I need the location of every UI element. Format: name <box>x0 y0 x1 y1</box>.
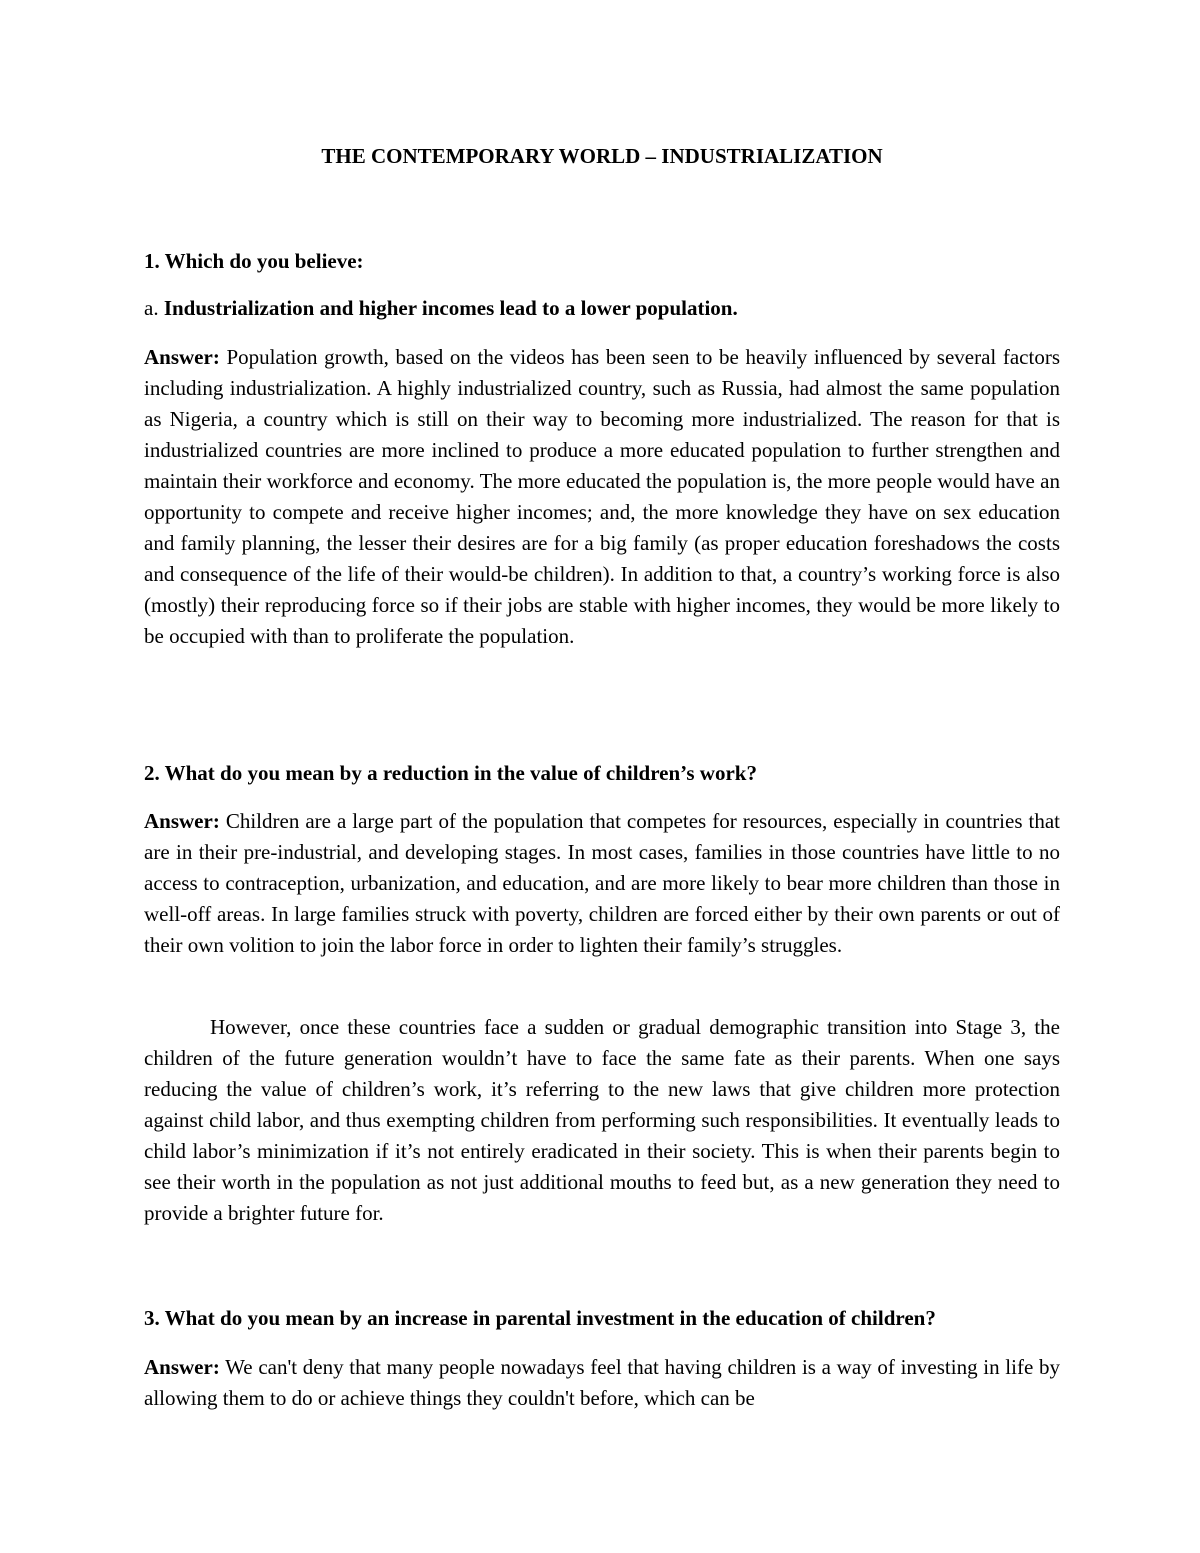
answer-label: Answer: <box>144 1355 220 1379</box>
question-1: 1. Which do you believe: <box>144 249 364 273</box>
answer-2-continued: However, once these countries face a sudden or gradual demographic transition into Stage 3, the children of the future generation wouldn’t have to face the same fate as their parents. When one says reducing the value of children’s work, it’s referring to the new laws that give children more protection against child labor, and thus exempting children from performing such responsibilities. It eventually leads to child labor’s minimization if it’s not entirely eradicated in their society. This is when their parents begin to see their worth in the population as not just additional mouths to feed but, as a new generation they need to provide a brighter future for. <box>144 1015 1060 1225</box>
answer-2-text: Children are a large part of the population that competes for resources, especially in countries that are in their pre-industrial, and developing stages. In most cases, families in those countries have little to no access to contraception, urbanization, and education, and are more likely to bear more children than those in well-off areas. In large families struck with poverty, children are forced either by their own parents or out of their own volition to join the labor force in order to lighten their family’s struggles. <box>144 809 1060 957</box>
answer-1 <box>144 342 1060 652</box>
answer-label: Answer: <box>144 809 220 833</box>
answer-2 <box>144 806 1060 961</box>
question-3: 3. What do you mean by an increase in parental investment in the education of children? <box>144 1306 936 1330</box>
option-letter: a. <box>144 296 159 320</box>
question-2: 2. What do you mean by a reduction in the value of children’s work? <box>144 761 757 785</box>
answer-label: Answer: <box>144 345 220 369</box>
question-1-option-a <box>144 293 1060 324</box>
answer-3 <box>144 1352 1060 1414</box>
answer-3-text: We can't deny that many people nowadays feel that having children is a way of investing in life by allowing them to do or achieve things they couldn't before, which can be <box>144 1355 1060 1410</box>
option-text: Industrialization and higher incomes lead to a lower population. <box>163 296 738 320</box>
answer-1-text: Population growth, based on the videos has been seen to be heavily influenced by several factors including industrialization. A highly industrialized country, such as Russia, had almost the same population as Nigeria, a country which is still on their way to becoming more industrialized. The reason for that is industrialized countries are more inclined to produce a more educated population to further strengthen and maintain their workforce and economy. The more educated the population is, the more people would have an opportunity to compete and receive higher incomes; and, the more knowledge they have on sex education and family planning, the lesser their desires are for a big family (as proper education foreshadows the costs and consequence of the life of their would-be children). In addition to that, a country’s working force is also (mostly) their reproducing force so if their jobs are stable with higher incomes, they would be more likely to be occupied with than to proliferate the population. <box>144 345 1060 648</box>
document-title: THE CONTEMPORARY WORLD – INDUSTRIALIZATION <box>321 144 883 168</box>
